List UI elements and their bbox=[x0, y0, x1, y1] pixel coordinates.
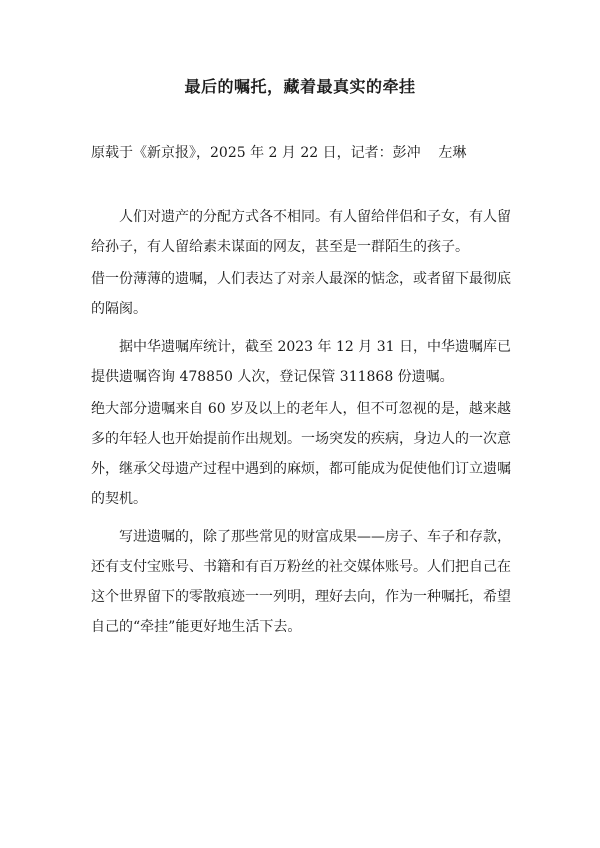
article-title: 最后的嘱托，藏着最真实的牵挂 bbox=[184, 77, 416, 96]
paragraph: 据中华遗嘱库统计，截至 2023 年 12 月 31 日，中华遗嘱库已提供遗嘱咨询 478850 人次，登记保管 311868 份遗嘱。 bbox=[91, 339, 511, 385]
author-1: 彭冲 bbox=[392, 145, 421, 161]
article-body bbox=[91, 202, 511, 642]
paragraph: 人们对遗产的分配方式各不相同。有人留给伴侣和子女，有人留给孙子，有人留给素未谋面的网友，甚至是一群陌生的孩子。 bbox=[91, 209, 511, 255]
paragraph: 绝大部分遗嘱来自 60 岁及以上的老年人，但不可忽视的是，越来越多的年轻人也开始提前作出规划。一场突发的疾病，身边人的一次意外，继承父母遗产过程中遇到的麻烦，都可能成为促使他们订立遗嘱的契机。 bbox=[91, 401, 511, 507]
author-separator bbox=[421, 145, 439, 161]
paragraph: 借一份薄薄的遗嘱，人们表达了对亲人最深的惦念，或者留下最彻底的隔阂。 bbox=[91, 271, 511, 317]
source-line bbox=[91, 142, 531, 164]
paragraph: 写进遗嘱的，除了那些常见的财富成果——房子、车子和存款，还有支付宝账号、书籍和有百万粉丝的社交媒体账号。人们把自己在这个世界留下的零散痕迹一一列明，理好去向，作为一种嘱托，希望自己的“牵挂”能更好地生活下去。 bbox=[91, 529, 511, 635]
author-2: 左琳 bbox=[438, 145, 467, 161]
source-prefix: 原载于《新京报》，2025 年 2 月 22 日，记者： bbox=[91, 145, 393, 161]
